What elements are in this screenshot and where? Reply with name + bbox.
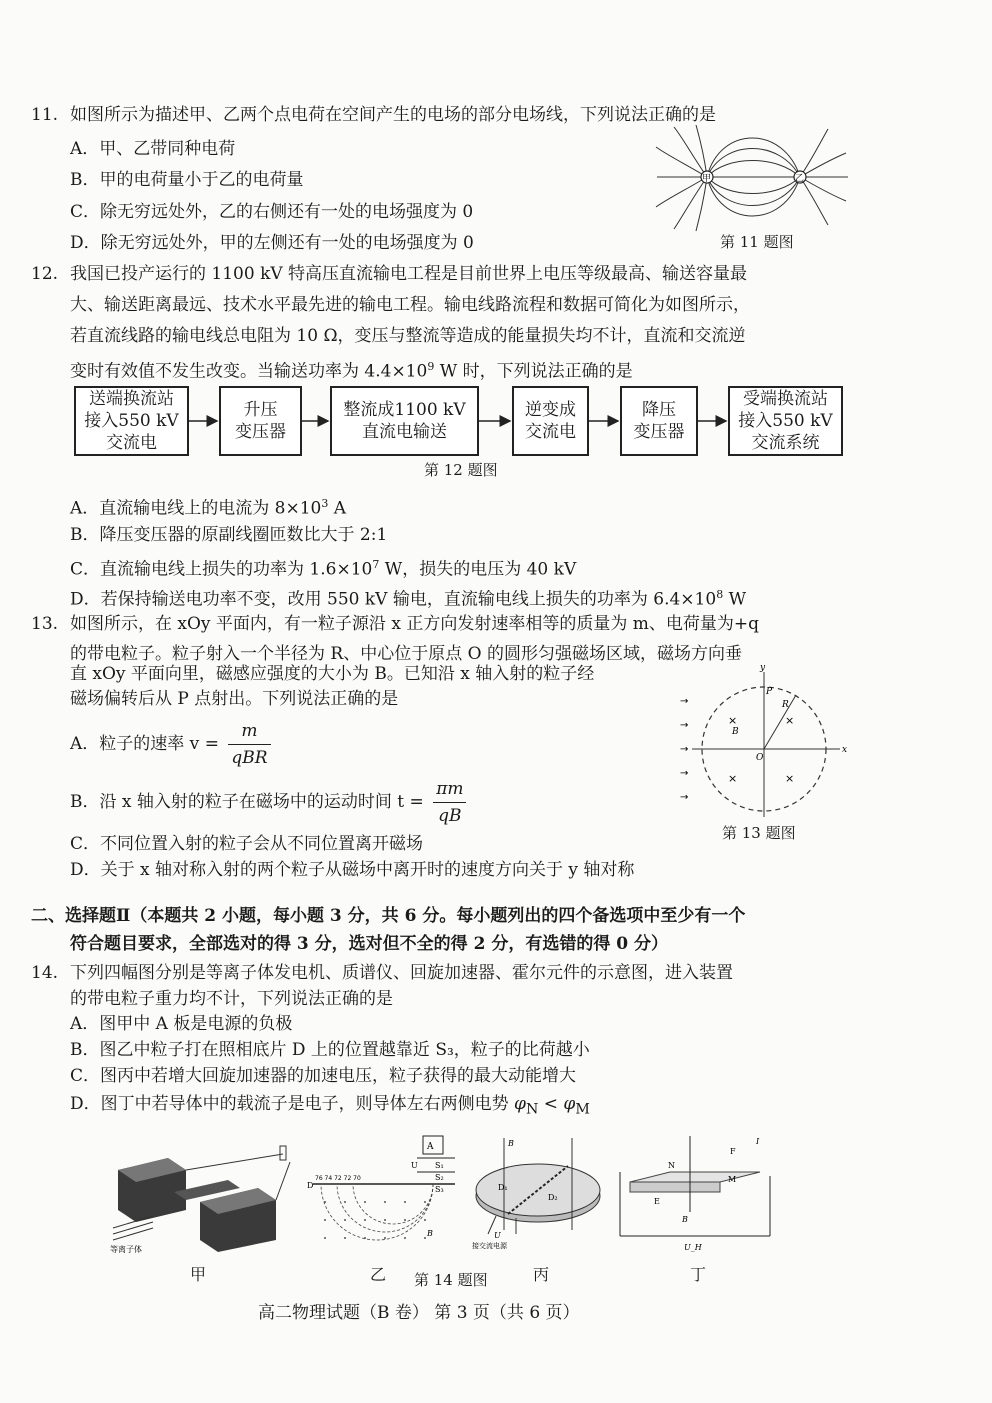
svg-text:→: → [680, 768, 689, 779]
svg-text:→: → [680, 720, 689, 731]
svg-text:×: × [785, 714, 795, 727]
svg-text:等离子体: 等离子体 [110, 1245, 142, 1254]
q12-flow-box-rectify: 整流成1100 kV 直流电输送 [330, 386, 479, 456]
q14-figure-bing-cyclotron [468, 1134, 608, 1254]
svg-text:O: O [756, 753, 764, 763]
q14-option-d: D．图丁中若导体中的载流子是电子，则导体左右两侧电势 $\varphi_N < \varphi_M$ [70, 1094, 590, 1118]
q12-option-a: A．直流输电线上的电流为 $8\times 10^3$ A [70, 497, 347, 519]
svg-text:76 74 72 72 70: 76 74 72 72 70 [315, 1175, 361, 1182]
svg-text:→: → [680, 696, 689, 707]
q12-option-c: C．直流输电线上损失的功率为 $1.6\times 10^7$ W，损失的电压为 40 kV [70, 558, 577, 580]
q12-option-d: D．若保持输送电功率不变，改用 550 kV 输电，直流输电线上损失的功率为 $6.4\times 10^8$ W [70, 588, 747, 610]
svg-text:I: I [756, 1137, 760, 1146]
q12-caption: 第 12 题图 [424, 461, 498, 479]
q11-field-lines-figure [652, 125, 852, 233]
svg-text:B: B [732, 727, 739, 737]
section-2-heading: 二、选择题Ⅱ（本题共 2 小题，每小题 3 分，共 6 分。每小题列出的四个备选项中至少有一个 [31, 906, 746, 926]
q14-figure-ding-hall-element [610, 1132, 790, 1257]
q14-label-yi: 乙 [370, 1265, 387, 1284]
q14-label-jia: 甲 [190, 1265, 207, 1284]
q11-option-a: A．甲、乙带同种电荷 [70, 139, 236, 159]
q14-figure-jia-plasma-generator [108, 1140, 298, 1255]
svg-text:F: F [730, 1147, 736, 1156]
q14-option-c: C．图丙中若增大回旋加速器的加速电压，粒子获得的最大动能增大 [70, 1066, 577, 1086]
q12-flow-box-invert: 逆变成 交流电 [512, 386, 589, 456]
q13-stem-line-3: 直 xOy 平面向里，磁感应强度的大小为 B。已知沿 x 轴入射的粒子经 [70, 664, 595, 684]
svg-text:×: × [785, 772, 795, 785]
q11-charge-jia: 甲 [702, 174, 712, 184]
q13-option-a: A．粒子的速率 v = $\frac{m}{\text{qBR}}$ [70, 718, 271, 771]
q11-caption: 第 11 题图 [720, 233, 794, 251]
q14-label-ding: 丁 [690, 1265, 707, 1284]
q13-caption: 第 13 题图 [722, 824, 796, 842]
svg-text:S₂: S₂ [435, 1173, 444, 1182]
svg-text:x: x [842, 745, 848, 755]
q13-stem-line-2: 的带电粒子。粒子射入一个半径为 R、中心位于原点 O 的圆形匀强磁场区域，磁场方向垂 [70, 644, 742, 664]
svg-text:S₁: S₁ [435, 1161, 444, 1170]
q12-stem-line-4: 变时有效值不发生改变。当输送功率为 $4.4\times 10^9$ W 时，下列说法正确的是 [70, 360, 633, 382]
svg-text:y: y [760, 663, 766, 673]
q14-option-a: A．图甲中 A 板是电源的负极 [70, 1014, 293, 1034]
q14-number: 14. [31, 963, 59, 983]
q14-caption: 第 14 题图 [414, 1271, 488, 1289]
svg-text:U: U [494, 1231, 501, 1240]
svg-text:N: N [668, 1161, 675, 1170]
svg-text:D₁: D₁ [498, 1183, 508, 1192]
q11-option-b: B．甲的电荷量小于乙的电荷量 [70, 170, 304, 190]
q12-flow-box-step-up: 升压 变压器 [219, 386, 302, 456]
q12-stem-line-3: 若直流线路的输电线总电阻为 10 Ω，变压与整流等造成的能量损失均不计，直流和交流逆 [70, 326, 746, 346]
q13-stem-line-1: 如图所示，在 xOy 平面内，有一粒子源沿 x 正方向发射速率相等的质量为 m、电荷量为+q [70, 614, 759, 634]
q12-stem-line-1: 我国已投产运行的 1100 kV 特高压直流输电工程是目前世界上电压等级最高、输送容量最 [70, 264, 748, 284]
svg-text:M: M [728, 1175, 737, 1184]
q14-label-bing: 丙 [533, 1265, 550, 1284]
svg-text:B: B [427, 1229, 433, 1238]
svg-text:D: D [307, 1181, 314, 1190]
q12-flow-box-step-down: 降压 变压器 [620, 386, 698, 456]
svg-text:B: B [682, 1215, 688, 1224]
q14-stem-line-1: 下列四幅图分别是等离子体发电机、质谱仪、回旋加速器、霍尔元件的示意图，进入装置 [70, 963, 733, 983]
q13-option-b: B．沿 x 轴入射的粒子在磁场中的运动时间 t = $\frac{\pi m}{qB}$ [70, 776, 466, 829]
q11-stem: 如图所示为描述甲、乙两个点电荷在空间产生的电场的部分电场线，下列说法正确的是 [70, 105, 716, 125]
q12-flow-box-sending-station: 送端换流站 接入550 kV 交流电 [74, 386, 189, 456]
q13-stem-line-4: 磁场偏转后从 P 点射出。下列说法正确的是 [70, 689, 399, 709]
section-2-instructions: 符合题目要求，全部选对的得 3 分，选对但不全的得 2 分，有选错的得 0 分） [70, 934, 668, 954]
svg-text:×: × [728, 772, 738, 785]
svg-text:R: R [782, 700, 789, 710]
q14-stem-line-2: 的带电粒子重力均不计，下列说法正确的是 [70, 989, 393, 1009]
q11-number: 11. [31, 105, 59, 125]
q13-option-c: C．不同位置入射的粒子会从不同位置离开磁场 [70, 834, 424, 854]
q14-figure-yi-mass-spectrometer [305, 1132, 465, 1257]
svg-text:B: B [508, 1139, 514, 1148]
svg-text:→: → [680, 792, 689, 803]
svg-text:E: E [654, 1197, 660, 1206]
q14-option-b: B．图乙中粒子打在照相底片 D 上的位置越靠近 S₃，粒子的比荷越小 [70, 1040, 590, 1060]
q13-option-d: D．关于 x 轴对称入射的两个粒子从磁场中离开时的速度方向关于 y 轴对称 [70, 860, 635, 880]
svg-text:接交流电源: 接交流电源 [472, 1242, 507, 1250]
svg-text:S₃: S₃ [435, 1185, 444, 1194]
svg-text:U_H: U_H [684, 1243, 702, 1252]
q11-option-d: D．除无穷远处外，甲的左侧还有一处的电场强度为 0 [70, 233, 474, 253]
q13-option-a-fraction: $\frac{m}{\text{qBR}}$ [228, 718, 270, 771]
page-footer: 高二物理试题（B 卷） 第 3 页（共 6 页） [258, 1303, 580, 1323]
q13-magnetic-field-figure [672, 662, 852, 822]
svg-text:A: A [427, 1142, 434, 1152]
svg-text:U: U [411, 1161, 418, 1170]
q12-option-b: B．降压变压器的原副线圈匝数比大于 2:1 [70, 525, 388, 545]
q11-option-c: C．除无穷远处外，乙的右侧还有一处的电场强度为 0 [70, 202, 474, 222]
q12-flow-box-receiving-station: 受端换流站 接入550 kV 交流系统 [728, 386, 843, 456]
svg-text:D₂: D₂ [548, 1193, 558, 1202]
svg-text:→: → [680, 744, 689, 755]
svg-text:×: × [728, 714, 738, 727]
q12-flow-arrows [0, 400, 992, 440]
q13-number: 13. [31, 614, 59, 634]
q12-stem-line-2: 大、输送距离最远、技术水平最先进的输电工程。输电线路流程和数据可简化为如图所示， [70, 295, 750, 315]
q12-number: 12. [31, 264, 59, 284]
q11-charge-yi: 乙 [795, 174, 805, 184]
q13-option-b-fraction: $\frac{\pi m}{qB}$ [433, 776, 466, 829]
svg-text:P: P [766, 687, 773, 697]
